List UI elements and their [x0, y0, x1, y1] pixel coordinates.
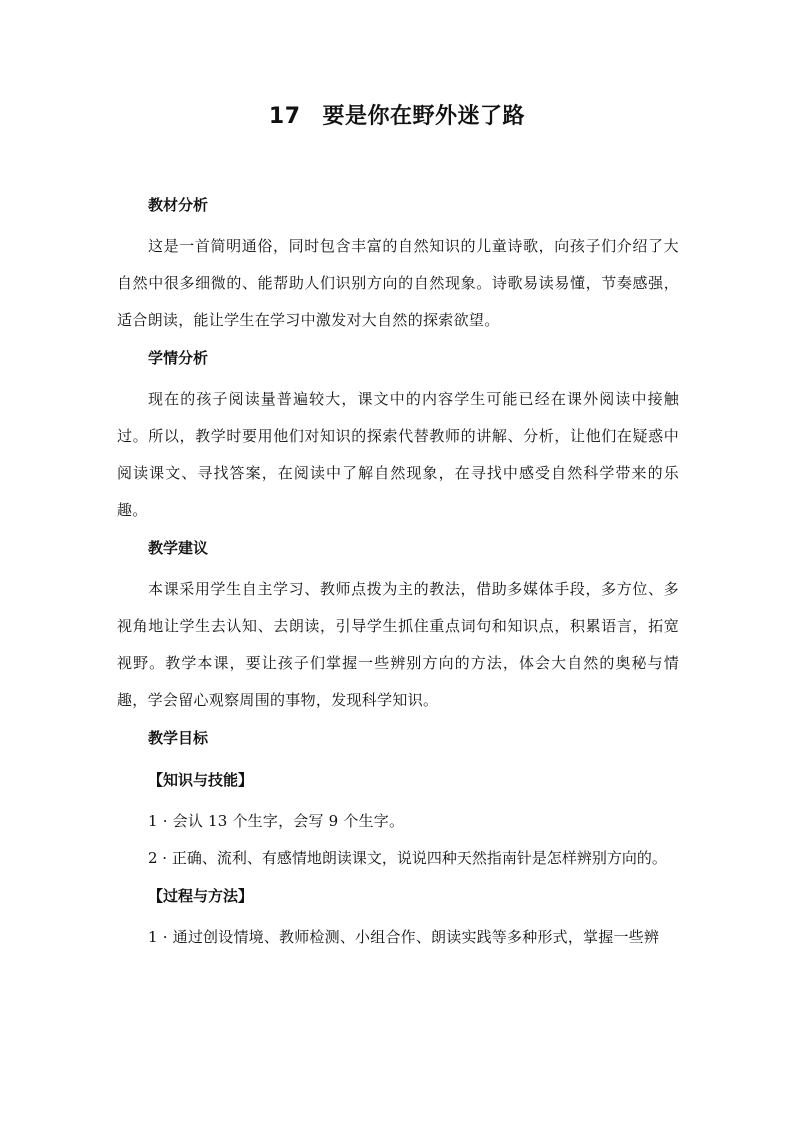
goal-item: 1 · 通过创设情境、教师检测、小组合作、朗读实践等多种形式，掌握一些辨: [148, 928, 660, 946]
section-heading-teaching-goals: 教学目标: [148, 729, 209, 747]
document-body: [117, 186, 679, 956]
paragraph-textbook-analysis: 这是一首简明通俗，同时包含丰富的自然知识的儿童诗歌，向孩子们介绍了大自然中很多细微的、能帮助人们识别方向的自然现象。诗歌易读易懂，节奏感强，适合朗读，能让学生在学习中激发对大自然的探索欲望。: [117, 237, 679, 329]
lesson-title-text: 要是你在野外迷了路: [322, 104, 526, 129]
lesson-number: 17: [268, 104, 301, 129]
goal-item: 2 · 正确、流利、有感情地朗读课文，说说四种天然指南针是怎样辨别方向的。: [148, 849, 667, 867]
paragraph-teaching-suggestions: 本课采用学生自主学习、教师点拨为主的教法，借助多媒体手段，多方位、多视角地让学生去认知、去朗读，引导学生抓住重点词句和知识点，积累语言，拓宽视野。教学本课，要让孩子们掌握一些辨别方向的方法，体会大自然的奥秘与情趣，学会留心观察周围的事物，发现科学知识。: [117, 580, 679, 709]
lesson-title: [0, 100, 794, 134]
subheading-knowledge-skills: 【知识与技能】: [148, 771, 254, 789]
goal-item: 1 · 会认 13 个生字，会写 9 个生字。: [148, 812, 405, 830]
subheading-process-methods: 【过程与方法】: [148, 887, 254, 905]
section-heading-student-analysis: 学情分析: [148, 349, 209, 367]
section-heading-textbook-analysis: 教材分析: [148, 196, 209, 214]
paragraph-student-analysis: 现在的孩子阅读量普遍较大，课文中的内容学生可能已经在课外阅读中接触过。所以，教学时要用他们对知识的探索代替教师的讲解、分析，让他们在疑惑中阅读课文、寻找答案，在阅读中了解自然现象，在寻找中感受自然科学带来的乐趣。: [117, 390, 679, 519]
section-heading-teaching-suggestions: 教学建议: [148, 539, 209, 557]
